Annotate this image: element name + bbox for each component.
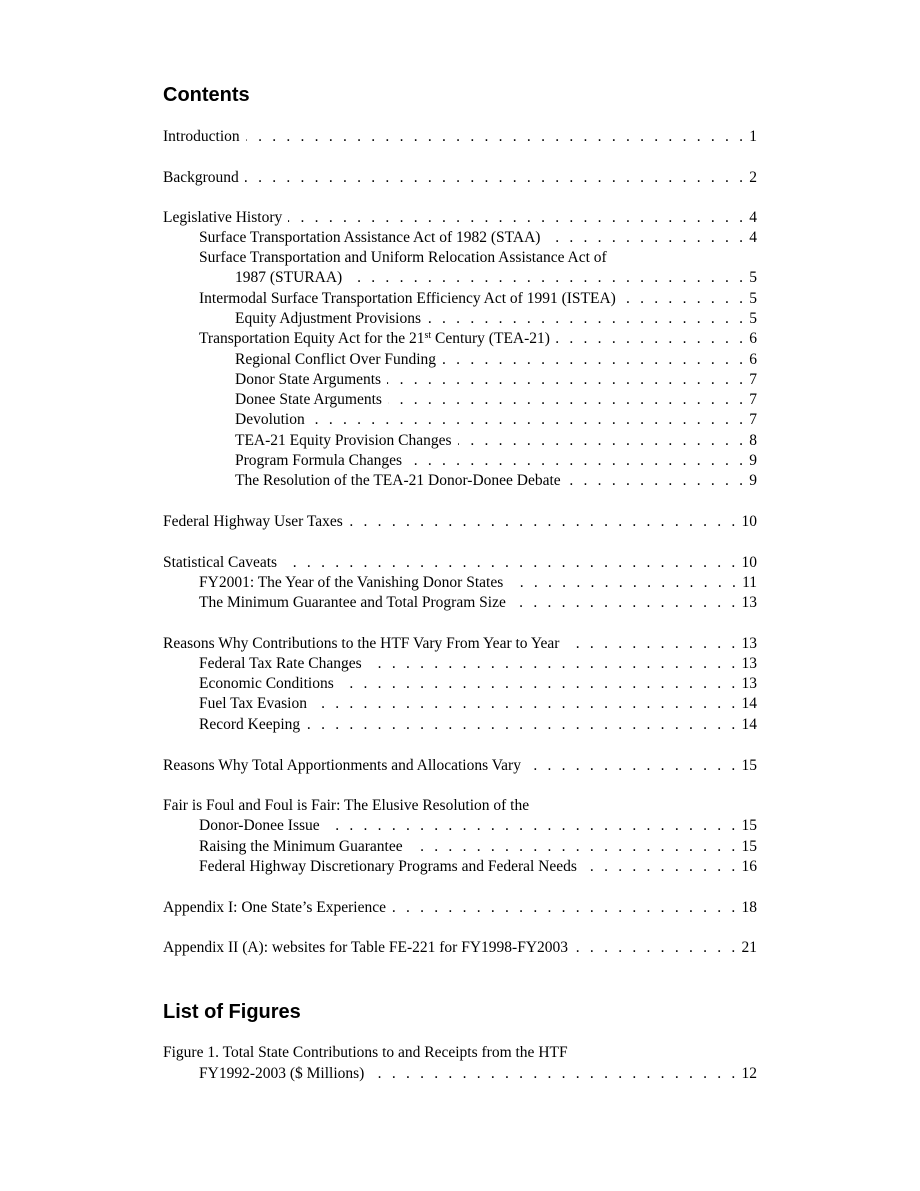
toc-entry-tax-rate[interactable] xyxy=(199,654,757,674)
dot-leader xyxy=(306,715,738,735)
toc-entry-title: Program Formula Changes xyxy=(235,452,403,469)
toc-entry-title: Fuel Tax Evasion xyxy=(199,695,307,712)
toc-entry-page: 13 xyxy=(741,594,757,611)
dot-leader xyxy=(574,938,738,958)
toc-entry-title: Equity Adjustment Provisions xyxy=(235,310,422,327)
dot-leader xyxy=(442,350,746,370)
toc-entry-page: 7 xyxy=(749,411,757,428)
figure-entry-page: 12 xyxy=(741,1065,757,1082)
toc-entry-page: 14 xyxy=(741,716,757,733)
dot-leader xyxy=(283,553,738,573)
dot-leader xyxy=(546,228,746,248)
toc-entry-introduction[interactable] xyxy=(163,127,757,147)
contents-heading: Contents xyxy=(163,84,250,106)
dot-leader xyxy=(583,857,739,877)
toc-entry-page: 14 xyxy=(741,695,757,712)
toc-entry-fuel-tax[interactable] xyxy=(199,694,757,714)
dot-leader xyxy=(567,471,747,491)
toc-entry-devolution[interactable] xyxy=(235,410,757,430)
figure-entry-title: FY1992-2003 ($ Millions) xyxy=(199,1065,365,1082)
dot-leader xyxy=(245,168,746,188)
toc-entry-staa[interactable] xyxy=(199,228,757,248)
toc-entry-fy2001[interactable] xyxy=(199,573,757,593)
toc-entry-background[interactable] xyxy=(163,168,757,188)
toc-entry-title: Raising the Minimum Guarantee xyxy=(199,838,403,855)
toc-entry-page: 11 xyxy=(742,574,757,591)
toc-entry-title: TEA-21 Equity Provision Changes xyxy=(235,432,452,449)
toc-entry-title: Regional Conflict Over Funding xyxy=(235,351,437,368)
toc-entry-title: Appendix I: One State’s Experience xyxy=(163,899,386,916)
toc-entry-title: Record Keeping xyxy=(199,716,301,733)
toc-entry-page: 2 xyxy=(749,169,757,186)
figure-entry-1-line1[interactable]: Figure 1. Total State Contributions to and Receipts from the HTF xyxy=(163,1044,568,1061)
dot-leader xyxy=(509,573,739,593)
dot-leader xyxy=(409,837,739,857)
toc-entry-record-keeping[interactable] xyxy=(199,715,757,735)
toc-entry-page: 6 xyxy=(749,351,757,368)
toc-entry-title: Appendix II (A): websites for Table FE-221 for FY1998-FY2003 xyxy=(163,939,569,956)
toc-entry-appendix-1[interactable] xyxy=(163,898,757,918)
toc-entry-title: Background xyxy=(163,169,239,186)
toc-entry-page: 4 xyxy=(749,209,757,226)
toc-entry-title: Economic Conditions xyxy=(199,675,334,692)
dot-leader xyxy=(313,694,739,714)
dot-leader xyxy=(458,431,747,451)
toc-entry-page: 13 xyxy=(741,675,757,692)
toc-entry-donor-donee-issue[interactable] xyxy=(199,816,757,836)
dot-leader xyxy=(311,410,747,430)
dot-leader xyxy=(527,756,739,776)
toc-entry-tea21-equity[interactable] xyxy=(235,431,757,451)
toc-entry-program-formula[interactable] xyxy=(235,451,757,471)
toc-entry-page: 5 xyxy=(749,269,757,286)
toc-title-part: Transportation Equity Act for the 21 xyxy=(199,330,425,347)
toc-entry-title: Donor State Arguments xyxy=(235,371,382,388)
toc-entry-page: 7 xyxy=(749,371,757,388)
toc-entry-page: 9 xyxy=(749,472,757,489)
dot-leader xyxy=(427,309,746,329)
figure-entry-1[interactable] xyxy=(199,1064,757,1084)
toc-entry-page: 9 xyxy=(749,452,757,469)
list-of-figures-heading: List of Figures xyxy=(163,1001,301,1023)
toc-entry-page: 16 xyxy=(741,858,757,875)
dot-leader xyxy=(392,898,739,918)
toc-entry-page: 5 xyxy=(749,290,757,307)
toc-entry-resolution[interactable] xyxy=(235,471,757,491)
toc-entry-istea[interactable] xyxy=(199,289,757,309)
dot-leader xyxy=(556,329,746,349)
toc-entry-regional-conflict[interactable] xyxy=(235,350,757,370)
toc-entry-appendix-2[interactable] xyxy=(163,938,757,958)
toc-entry-reasons-apportion[interactable] xyxy=(163,756,757,776)
toc-entry-title: FY2001: The Year of the Vanishing Donor States xyxy=(199,574,504,591)
toc-entry-sturaa-line1[interactable]: Surface Transportation and Uniform Relocation Assistance Act of xyxy=(199,249,607,266)
toc-entry-page: 8 xyxy=(749,432,757,449)
dot-leader xyxy=(370,1064,738,1084)
toc-entry-economic[interactable] xyxy=(199,674,757,694)
toc-entry-title: Statistical Caveats xyxy=(163,554,278,571)
dot-leader xyxy=(622,289,746,309)
toc-entry-title: Donee State Arguments xyxy=(235,391,382,408)
toc-entry-page: 18 xyxy=(741,899,757,916)
toc-entry-page: 10 xyxy=(741,513,757,530)
toc-entry-page: 15 xyxy=(741,817,757,834)
toc-entry-title: Reasons Why Total Apportionments and Allocations Vary xyxy=(163,757,521,774)
toc-entry-title: Federal Tax Rate Changes xyxy=(199,655,362,672)
toc-entry-equity-adjustment[interactable] xyxy=(235,309,757,329)
toc-entry-discretionary[interactable] xyxy=(199,857,757,877)
dot-leader xyxy=(348,268,746,288)
toc-entry-page: 13 xyxy=(741,655,757,672)
toc-entry-title: Devolution xyxy=(235,411,305,428)
toc-entry-title: Introduction xyxy=(163,128,240,145)
toc-entry-page: 21 xyxy=(741,939,757,956)
toc-entry-tea21[interactable] xyxy=(199,329,757,349)
toc-entry-legislative-history[interactable] xyxy=(163,208,757,228)
toc-entry-page: 7 xyxy=(749,391,757,408)
dot-leader xyxy=(368,654,739,674)
dot-leader xyxy=(288,208,746,228)
toc-entry-page: 15 xyxy=(741,757,757,774)
toc-entry-page: 6 xyxy=(749,330,757,347)
toc-entry-page: 10 xyxy=(741,554,757,571)
dot-leader xyxy=(565,634,738,654)
toc-entry-donor-state[interactable] xyxy=(235,370,757,390)
toc-entry-title: Legislative History xyxy=(163,209,283,226)
toc-entry-statistical-caveats[interactable] xyxy=(163,553,757,573)
toc-entry-title: Donor-Donee Issue xyxy=(199,817,320,834)
toc-entry-donee-state[interactable] xyxy=(235,390,757,410)
dot-leader xyxy=(349,512,739,532)
toc-entry-user-taxes[interactable] xyxy=(163,512,757,532)
superscript: st xyxy=(424,330,432,341)
toc-entry-title: Federal Highway Discretionary Programs and Federal Needs xyxy=(199,858,577,875)
dot-leader xyxy=(512,593,739,613)
dot-leader xyxy=(340,674,739,694)
dot-leader xyxy=(387,370,746,390)
toc-title-part: Century (TEA-21) xyxy=(431,330,550,347)
toc-entry-page: 4 xyxy=(749,229,757,246)
toc-entry-page: 13 xyxy=(741,635,757,652)
dot-leader xyxy=(408,451,746,471)
toc-entry-title: Surface Transportation Assistance Act of 1982 (STAA) xyxy=(199,229,541,246)
toc-entry-page: 5 xyxy=(749,310,757,327)
toc-entry-raising-minimum[interactable] xyxy=(199,837,757,857)
toc-entry-title: The Minimum Guarantee and Total Program Size xyxy=(199,594,506,611)
dot-leader xyxy=(246,127,747,147)
toc-entry-reasons-htf[interactable] xyxy=(163,634,757,654)
toc-entry-title: Intermodal Surface Transportation Efficiency Act of 1991 (ISTEA) xyxy=(199,290,616,307)
dot-leader xyxy=(326,816,739,836)
toc-entry-sturaa[interactable] xyxy=(235,268,757,288)
toc-entry-title xyxy=(199,329,556,349)
dot-leader xyxy=(388,390,746,410)
toc-entry-title: Federal Highway User Taxes xyxy=(163,513,343,530)
toc-entry-page: 15 xyxy=(741,838,757,855)
toc-entry-title: The Resolution of the TEA-21 Donor-Donee Debate xyxy=(235,472,561,489)
toc-entry-fair-line1[interactable]: Fair is Foul and Foul is Fair: The Elusive Resolution of the xyxy=(163,797,530,814)
toc-entry-title: Reasons Why Contributions to the HTF Vary From Year to Year xyxy=(163,635,560,652)
toc-entry-page: 1 xyxy=(749,128,757,145)
toc-entry-minimum-guarantee[interactable] xyxy=(199,593,757,613)
toc-entry-title: 1987 (STURAA) xyxy=(235,269,343,286)
